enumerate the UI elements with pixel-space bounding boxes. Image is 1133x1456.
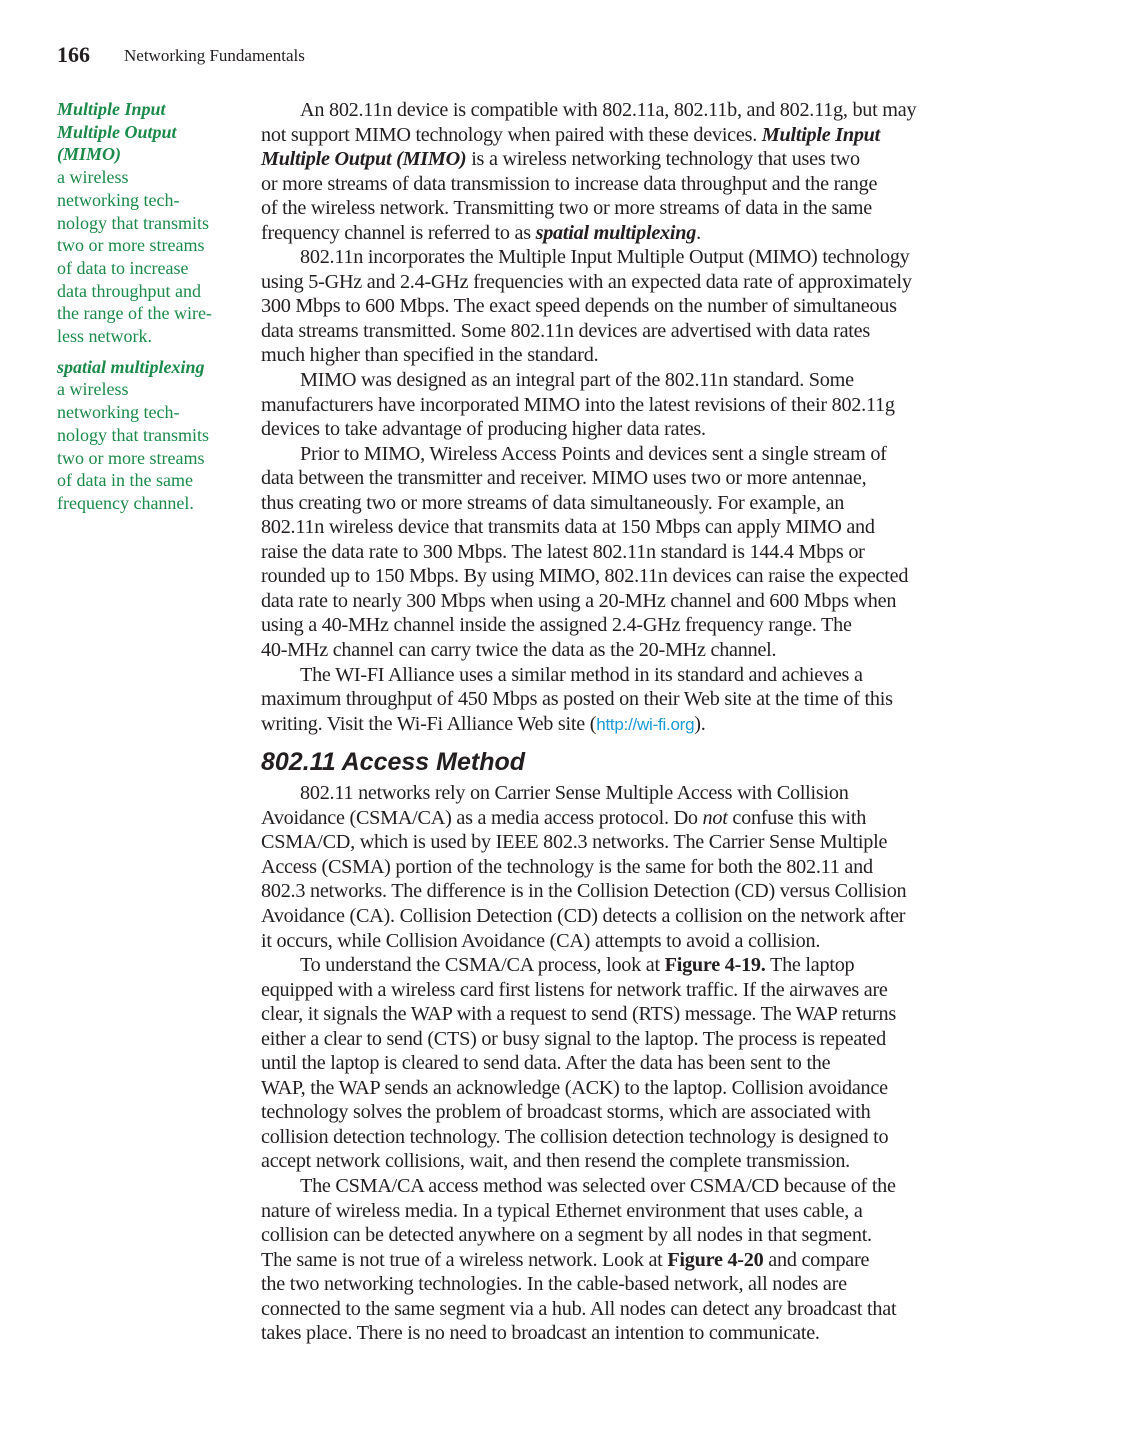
text-line: thus creating two or more streams of data simultaneously. For example, an [261, 491, 845, 514]
text-span: To understand the CSMA/CA process, look at [300, 954, 665, 977]
text-line: WAP, the WAP sends an acknowledge (ACK) to the laptop. Collision avoidance [261, 1076, 888, 1099]
text-line: Access (CSMA) portion of the technology is the same for both the 802.11 and [261, 855, 873, 878]
text-line [261, 712, 1021, 738]
text-span: confuse this with [727, 806, 867, 829]
text-line: using 5-GHz and 2.4-GHz frequencies with an expected data rate of approximately [261, 270, 912, 293]
paragraph-csma-selection [261, 1174, 1021, 1346]
text-line: accept network collisions, wait, and then resend the complete transmission. [261, 1150, 850, 1173]
text-line: collision detection technology. The collision detection technology is designed to [261, 1125, 889, 1148]
text-line: it occurs, while Collision Avoidance (CA) attempts to avoid a collision. [261, 929, 821, 952]
text-line [261, 147, 1021, 172]
text-span: writing. Visit the Wi-Fi Alliance Web site ( [261, 712, 597, 735]
text-line: 802.11 networks rely on Carrier Sense Multiple Access with Collision [300, 782, 849, 805]
text-line: data streams transmitted. Some 802.11n devices are advertised with data rates [261, 319, 870, 342]
text-line: of the wireless network. Transmitting two or more streams of data in the same [261, 197, 872, 220]
text-line: Avoidance (CA). Collision Detection (CD) detects a collision on the network after [261, 904, 906, 927]
text-line: takes place. There is no need to broadcast an intention to communicate. [261, 1322, 820, 1345]
paragraph-csma-ca-process [261, 953, 1021, 1174]
text-line: collision can be detected anywhere on a segment by all nodes in that segment. [261, 1224, 872, 1247]
text-line: data rate to nearly 300 Mbps when using a 20-MHz channel and 600 Mbps when [261, 589, 897, 612]
text-span: The laptop [765, 954, 855, 977]
text-line: manufacturers have incorporated MIMO into the latest revisions of their 802.11g [261, 393, 895, 416]
text-line: technology solves the problem of broadcast storms, which are associated with [261, 1101, 871, 1124]
text-line: maximum throughput of 450 Mbps as posted on their Web site at the time of this [261, 688, 893, 711]
key-term: Multiple Input [761, 123, 881, 146]
text-line: Prior to MIMO, Wireless Access Points and devices sent a single stream of [300, 442, 887, 465]
key-term: Multiple Output (MIMO) [261, 148, 467, 171]
text-span: Avoidance (CSMA/CA) as a media access protocol. Do [261, 806, 703, 829]
definition-line: less network. [57, 326, 152, 347]
glossary-term [57, 356, 247, 379]
text-line: or more streams of data transmission to increase data throughput and the range [261, 172, 878, 195]
glossary-definition [57, 166, 247, 348]
glossary-definition [57, 378, 247, 514]
text-line: much higher than specified in the standard. [261, 344, 599, 367]
page-number: 166 [57, 42, 90, 67]
key-term: spatial multiplexing [535, 221, 697, 244]
text-line: the two networking technologies. In the cable-based network, all nodes are [261, 1273, 847, 1296]
text-line: 802.11n incorporates the Multiple Input Multiple Output (MIMO) technology [300, 246, 910, 269]
definition-line: of data to increase [57, 257, 189, 278]
text-line: An 802.11n device is compatible with 802.11a, 802.11b, and 802.11g, but may [300, 99, 917, 121]
glossary-sidebar [57, 98, 247, 523]
paragraph-csma-ca [261, 781, 1021, 953]
definition-line: nology that transmits [57, 212, 209, 233]
text-line [261, 1248, 1021, 1273]
definition-line: a wireless [57, 379, 129, 400]
text-line: data between the transmitter and receiver. MIMO uses two or more antennae, [261, 467, 867, 490]
wifi-alliance-link[interactable]: http://wi-fi.org [596, 714, 695, 734]
definition-line: networking tech- [57, 189, 180, 210]
term-line: Multiple Output [57, 121, 177, 142]
section-heading: 802.11 Access Method [261, 748, 526, 777]
definition-line: of data in the same [57, 470, 193, 491]
text-span: not support MIMO technology when paired with these devices. [261, 123, 762, 146]
text-line [261, 953, 1021, 978]
text-line [261, 123, 1021, 148]
term-line: spatial multiplexing [57, 356, 205, 377]
text-line: using a 40-MHz channel inside the assigned 2.4-GHz frequency range. The [261, 614, 852, 637]
text-line: devices to take advantage of producing higher data rates. [261, 418, 706, 441]
text-line: 802.11n wireless device that transmits data at 150 Mbps can apply MIMO and [261, 516, 875, 539]
text-line: either a clear to send (CTS) or busy signal to the laptop. The process is repeated [261, 1027, 886, 1050]
text-line: equipped with a wireless card first listens for network traffic. If the airwaves are [261, 978, 888, 1001]
text-line: CSMA/CD, which is used by IEEE 802.3 networks. The Carrier Sense Multiple [261, 831, 888, 854]
body-text [261, 98, 1021, 1346]
figure-reference[interactable]: Figure 4-19. [664, 954, 766, 977]
paragraph-prior-to-mimo [261, 442, 1021, 663]
text-span: . [696, 221, 701, 244]
definition-line: networking tech- [57, 402, 180, 423]
running-head: Networking Fundamentals [124, 46, 305, 65]
text-line: clear, it signals the WAP with a request to send (RTS) message. The WAP returns [261, 1003, 896, 1026]
glossary-entry-mimo [57, 98, 247, 348]
glossary-term [57, 98, 247, 166]
text-line: 40-MHz channel can carry twice the data as the 20-MHz channel. [261, 639, 777, 662]
paragraph-wifi-alliance [261, 663, 1021, 738]
text-line: rounded up to 150 Mbps. By using MIMO, 802.11n devices can raise the expected [261, 565, 909, 588]
text-line: The WI-FI Alliance uses a similar method in its standard and achieves a [300, 663, 863, 686]
glossary-entry-spatial-multiplexing [57, 356, 247, 515]
definition-line: frequency channel. [57, 492, 194, 513]
text-line: MIMO was designed as an integral part of the 802.11n standard. Some [300, 369, 854, 392]
definition-line: data throughput and [57, 280, 201, 301]
text-line: connected to the same segment via a hub. All nodes can detect any broadcast that [261, 1297, 897, 1320]
text-span: and compare [763, 1248, 870, 1271]
text-line: The CSMA/CA access method was selected over CSMA/CD because of the [300, 1174, 896, 1197]
text-span: frequency channel is referred to as [261, 221, 536, 244]
emphasis: not [702, 806, 728, 829]
text-line [261, 221, 1021, 246]
definition-line: two or more streams [57, 235, 205, 256]
definition-line: a wireless [57, 167, 129, 188]
term-line: Multiple Input [57, 99, 166, 119]
term-line: (MIMO) [57, 144, 122, 165]
text-line: until the laptop is cleared to send data. After the data has been sent to the [261, 1052, 831, 1075]
text-span: ). [694, 712, 706, 735]
paragraph-mimo-intro [261, 98, 1021, 245]
text-line [261, 806, 1021, 831]
paragraph-80211n [261, 245, 1021, 368]
definition-line: nology that transmits [57, 424, 209, 445]
figure-reference[interactable]: Figure 4-20 [667, 1248, 764, 1271]
text-line: nature of wireless media. In a typical Ethernet environment that uses cable, a [261, 1199, 863, 1222]
paragraph-mimo-design [261, 368, 1021, 442]
definition-line: the range of the wire- [57, 303, 212, 324]
text-span: is a wireless networking technology that uses two [466, 148, 860, 171]
text-line: 802.3 networks. The difference is in the Collision Detection (CD) versus Collision [261, 880, 907, 903]
text-span: The same is not true of a wireless network. Look at [261, 1248, 668, 1271]
text-line: 300 Mbps to 600 Mbps. The exact speed depends on the number of simultaneous [261, 295, 897, 318]
text-line: raise the data rate to 300 Mbps. The latest 802.11n standard is 144.4 Mbps or [261, 540, 865, 563]
definition-line: two or more streams [57, 447, 205, 468]
